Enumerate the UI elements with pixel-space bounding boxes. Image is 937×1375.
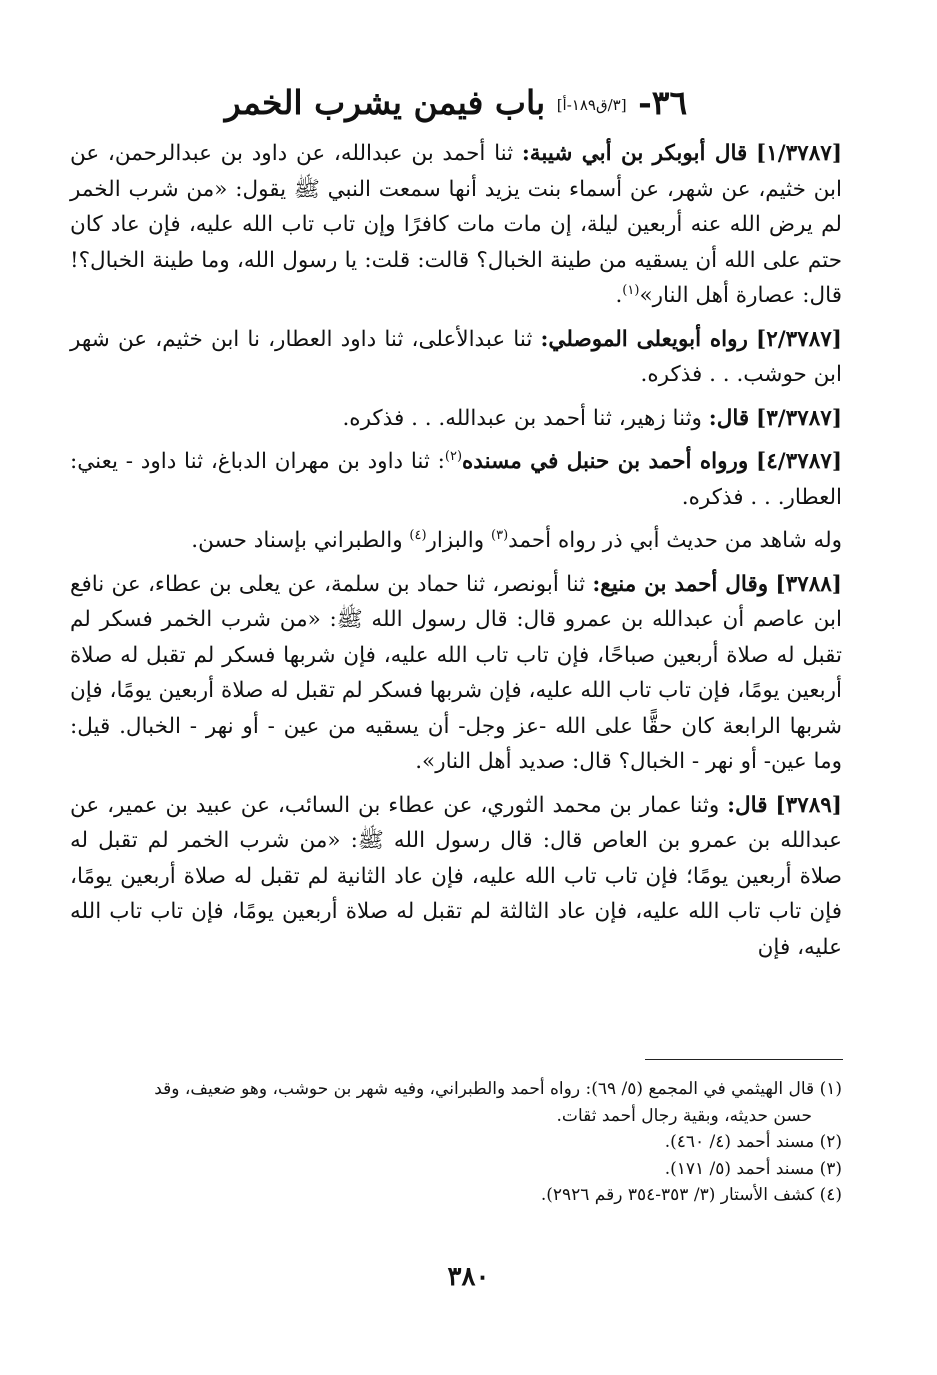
page-body bbox=[70, 78, 842, 970]
hadith-number: [٣/٣٧٨٧] bbox=[756, 405, 842, 431]
footnote-continuation: حسن حديثه، وبقية رجال أحمد ثقات. bbox=[556, 1105, 812, 1126]
footnote: (٣) مسند أحمد (٥/ ١٧١). bbox=[664, 1158, 842, 1179]
hadith-paragraph bbox=[70, 322, 842, 393]
hadith-number: [٣٧٨٨] bbox=[775, 571, 842, 597]
hadith-paragraph bbox=[70, 567, 842, 780]
hadith-paragraph bbox=[70, 444, 842, 515]
footnote-marker: (٢) bbox=[444, 448, 463, 464]
hadith-lead: قال أبوبكر بن أبي شيبة: bbox=[521, 141, 748, 166]
commentary-text: والطبراني بإسناد حسن. bbox=[191, 528, 410, 553]
hadith-text: وثنا عمار بن محمد الثوري، عن عطاء بن السائب، عن عبيد بن عمير، عن عبدالله بن عمرو بن العاص قال: قال رسول الله ﷺ: «من شرب الخمر لم تقبل له صلاة أربعين يومًا؛ فإن تاب تاب الله عليه، فإن عاد الثانية لم تقبل له صلاة أربعين يومًا، فإن تاب تاب الله عليه، فإن عاد الثالثة لم تقبل له صلاة أربعين يومًا، فإن تاب تاب الله عليه، فإن bbox=[70, 792, 842, 960]
hadith-number: [٣٧٨٩] bbox=[775, 792, 842, 818]
hadith-text: : ثنا داود بن مهران الدباغ، ثنا داود - يعني: العطار. . . فذكره. bbox=[70, 449, 842, 510]
hadith-text: ثنا عبدالأعلى، ثنا داود العطار، نا ابن خثيم، عن شهر ابن حوشب. . . فذكره. bbox=[70, 326, 842, 387]
hadith-number: [٢/٣٧٨٧] bbox=[756, 326, 842, 352]
hadith-text: وثنا زهير، ثنا أحمد بن عبدالله. . . فذكره. bbox=[342, 405, 702, 431]
manuscript-reference: [٣/ق١٨٩-أ] bbox=[556, 96, 627, 114]
footnote-separator bbox=[645, 1059, 843, 1060]
chapter-title: باب فيمن يشرب الخمر bbox=[224, 83, 546, 122]
footnote: (٢) مسند أحمد (٤/ ٤٦٠). bbox=[664, 1132, 842, 1152]
footnote-marker: (٤) bbox=[409, 527, 427, 543]
footnote-marker: (٣) bbox=[491, 527, 509, 543]
hadith-paragraph bbox=[70, 401, 842, 437]
hadith-lead: قال: bbox=[727, 792, 768, 818]
hadith-tail: . bbox=[615, 283, 623, 308]
commentary-text: وله شاهد من حديث أبي ذر رواه أحمد bbox=[508, 528, 842, 553]
footnote-marker: (١) bbox=[622, 282, 640, 298]
hadith-lead: رواه أبويعلى الموصلي: bbox=[540, 326, 748, 352]
footnote: (٤) كشف الأستار (٣/ ٣٥٣-٣٥٤ رقم ٢٩٢٦). bbox=[540, 1185, 842, 1205]
commentary-paragraph bbox=[70, 523, 842, 559]
hadith-lead: ورواه أحمد بن حنبل في مسنده bbox=[462, 449, 749, 474]
hadith-number: [١/٣٧٨٧] bbox=[756, 141, 843, 166]
footnote: (١) قال الهيثمي في المجمع (٥/ ٦٩): رواه أحمد والطبراني، وفيه شهر بن حوشب، وهو ضعيف، وقد bbox=[154, 1079, 842, 1099]
commentary-text: والبزار bbox=[426, 528, 491, 553]
footnotes bbox=[72, 1076, 842, 1209]
hadith-text: ثنا أبونصر، ثنا حماد بن سلمة، عن يعلى بن عطاء، عن نافع ابن عاصم أن عبدالله بن عمرو قال: قال رسول الله ﷺ: «من شرب الخمر فسكر لم تقبل له صلاة أربعين صباحًا، فإن تاب تاب الله عليه، فإن شربها فسكر لم تقبل له صلاة أربعين يومًا، فإن تاب تاب الله عليه، فإن شربها فسكر لم تقبل له صلاة أربعين يومًا، فإن شربها الرابعة كان حقًّا على الله -عز وجل- أن يسقيه من عين - أو نهر - الخبال. قيل: وما عين- أو نهر - الخبال؟ قال: صديد أهل النار». bbox=[70, 571, 842, 774]
chapter-number: ٣٦- bbox=[638, 83, 688, 122]
hadith-paragraph bbox=[70, 788, 842, 966]
hadith-paragraph bbox=[70, 136, 842, 314]
page-number: ٣٨٠ bbox=[447, 1262, 490, 1292]
chapter-heading bbox=[70, 78, 842, 130]
hadith-lead: قال: bbox=[708, 405, 750, 431]
hadith-number: [٤/٣٧٨٧] bbox=[756, 449, 842, 474]
hadith-text: ثنا أحمد بن عبدالله، عن داود بن عبدالرحمن، عن ابن خثيم، عن شهر، عن أسماء بنت يزيد أنها سمعت النبي ﷺ يقول: «من شرب الخمر لم يرض الله عنه أربعين ليلة، إن مات مات كافرًا وإن تاب تاب الله عليه، فإن عاد كان حتم على الله أن يسقيه من طينة الخبال؟ قالت: قلت: يا رسول الله، وما طينة الخبال؟! قال: عصارة أهل النار» bbox=[70, 141, 842, 308]
hadith-lead: وقال أحمد بن منيع: bbox=[592, 571, 769, 597]
